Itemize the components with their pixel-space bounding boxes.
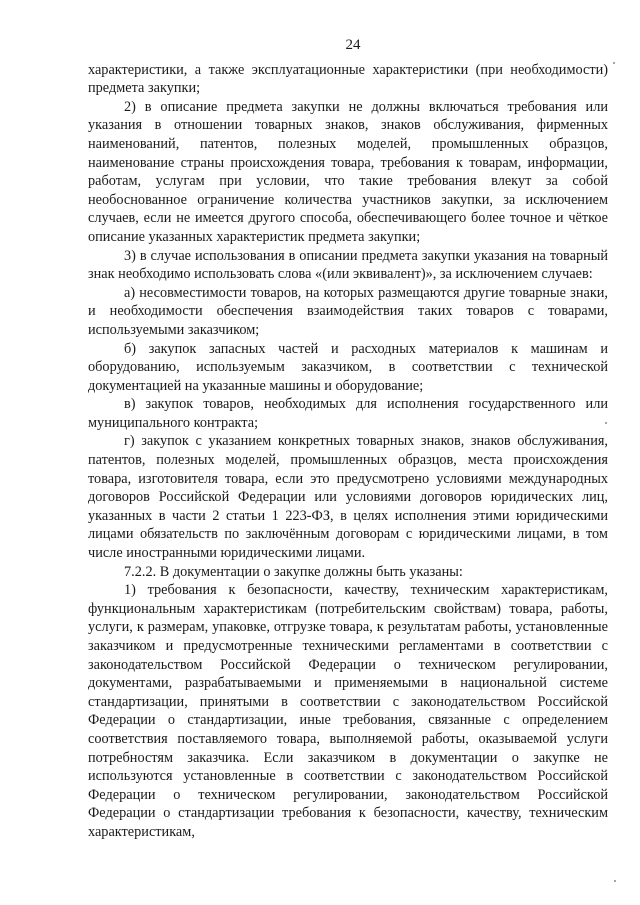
paragraph: б) закупок запасных частей и расходных материалов к машинам и оборудованию, используемым заказчиком, в соответствии с технической документацией на указанные машины и оборудование; <box>88 340 608 394</box>
paragraph: 2) в описание предмета закупки не должны включаться требования или указания в отношении товарных знаков, знаков обслуживания, фирменных наименований, патентов, полезных моделей, промышленных образцов, наименование страны происхождения товара, требования к товарам, информации, работам, услугам при условии, что такие требования влекут за собой необоснованное ограничение количества участников закупки, за исключением случаев, если не имеется другого способа, обеспечивающего более точное и чёткое описание указанных характеристик предмета закупки; <box>88 98 608 245</box>
paragraph: 1) требования к безопасности, качеству, техническим характеристикам, функциональным характеристикам (потребительским свойствам) товара, работы, услуги, к размерам, упаковке, отгрузке товара, к результатам работы, установленные заказчиком и предусмотренные техническими регламентами в соответствии с законодательством Российской Федерации о техническом регулировании, документами, разрабатываемыми и применяемыми в национальной системе стандартизации, принятыми в соответствии с законодательством Российской Федерации о стандартизации, иные требования, связанные с определением соответствия поставляемого товара, выполняемой работы, оказываемой услуги потребностям заказчика. Если заказчиком в документации о закупке не используются установленные в соответствии с законодательством Российской Федерации о техническом регулировании, законодательством Российской Федерации о стандартизации требования к безопасности, качеству, техническим характеристикам, <box>88 582 608 840</box>
paragraph: г) закупок с указанием конкретных товарных знаков, знаков обслуживания, патентов, полезных моделей, промышленных образцов, места происхождения товара, изготовителя товара, если это предусмотрено условиями международных договоров Российской Федерации или условиями договоров юридических лиц, указанных в части 2 статьи 1 223-ФЗ, в целях исполнения этими юридическими лицами обязательств по заключённым договорам с юридическими лицами, в том числе иностранными юридическими лицами. <box>88 433 608 562</box>
scan-speck <box>605 422 607 424</box>
paragraph: в) закупок товаров, необходимых для исполнения государственного или муниципального контракта; <box>88 396 608 431</box>
document-body <box>88 61 608 842</box>
paragraph: характеристики, а также эксплуатационные характеристики (при необходимости) предмета закупки; <box>88 61 608 97</box>
paragraph: 7.2.2. В документации о закупке должны быть указаны: <box>124 563 463 580</box>
paragraph: а) несовместимости товаров, на которых размещаются другие товарные знаки, и необходимости обеспечения взаимодействия таких товаров с товарами, используемыми заказчиком; <box>88 284 608 338</box>
page-number: 24 <box>345 37 361 53</box>
scan-speck <box>614 880 616 882</box>
paragraph: 3) в случае использования в описании предмета закупки указания на товарный знак необходимо использовать слова «(или эквивалент)», за исключением случаев: <box>88 247 608 283</box>
scan-speck <box>613 62 615 64</box>
document-page <box>88 36 608 842</box>
